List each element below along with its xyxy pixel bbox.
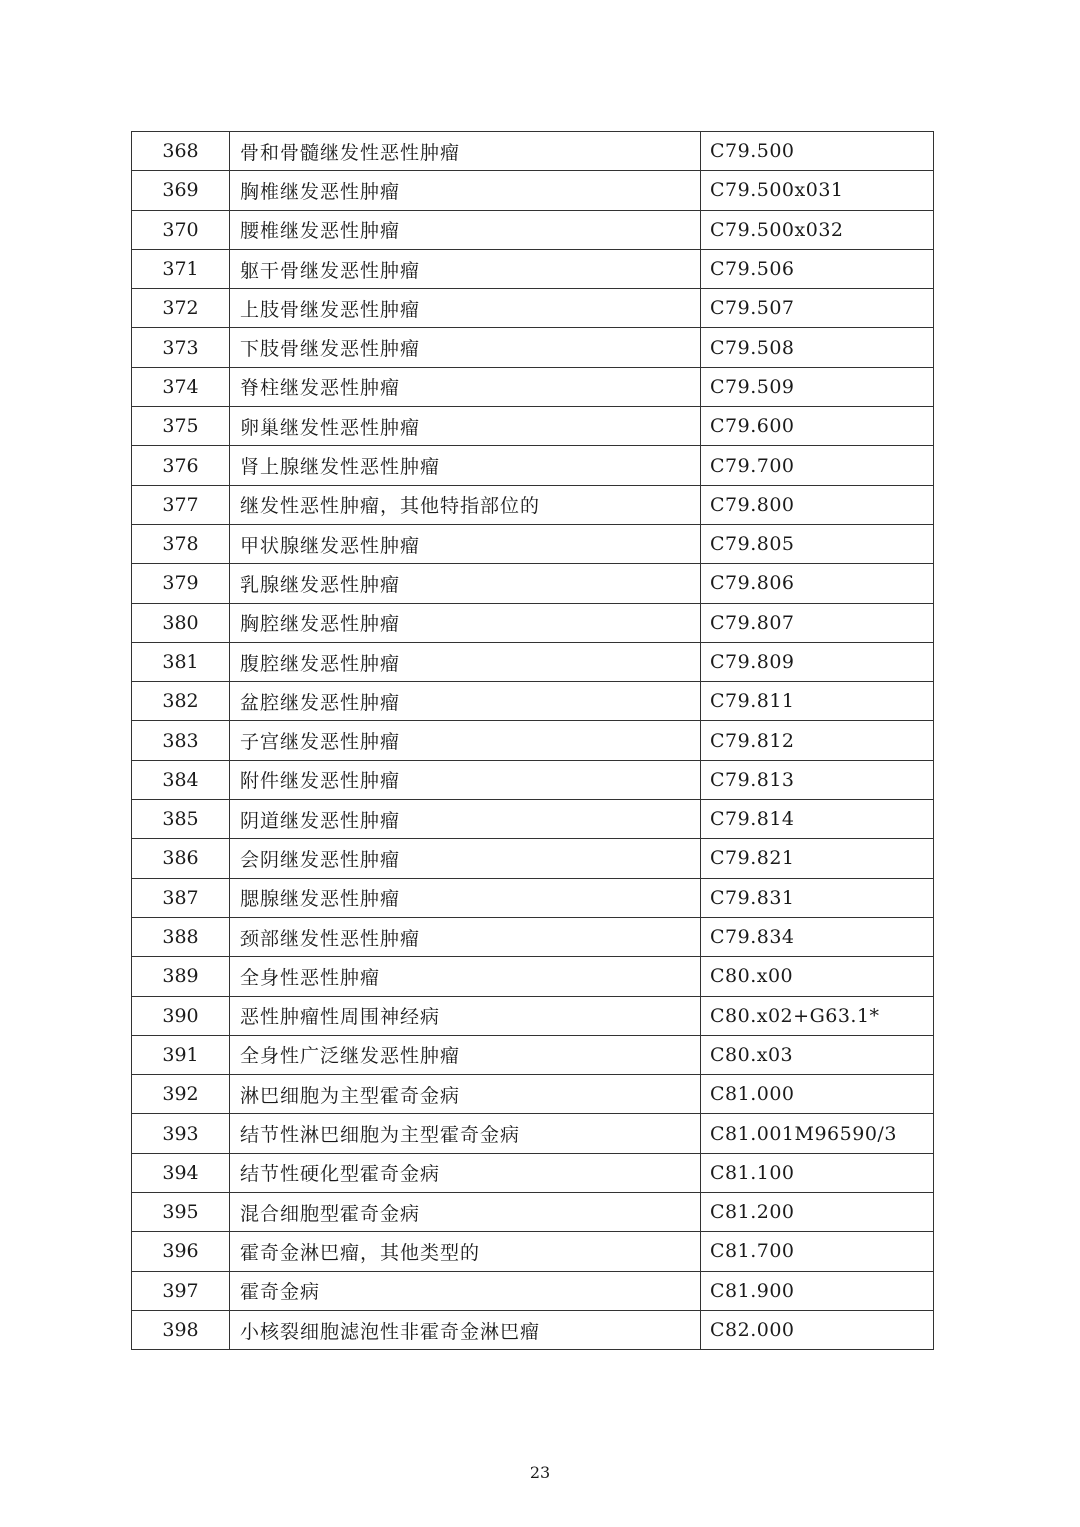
table-row [132, 249, 934, 288]
diagnosis-code: C79.600 [701, 407, 934, 446]
table-row [132, 407, 934, 446]
disease-name: 胸椎继发恶性肿瘤 [230, 171, 701, 210]
row-number: 393 [132, 1114, 230, 1153]
table-row [132, 721, 934, 760]
diagnosis-code: C79.811 [701, 682, 934, 721]
row-number: 379 [132, 564, 230, 603]
disease-name: 腮腺继发恶性肿瘤 [230, 878, 701, 917]
row-number: 387 [132, 878, 230, 917]
disease-name: 混合细胞型霍奇金病 [230, 1193, 701, 1232]
disease-code-table [131, 131, 934, 1350]
row-number: 384 [132, 760, 230, 799]
page-number: 23 [529, 1463, 551, 1482]
disease-name: 卵巢继发性恶性肿瘤 [230, 407, 701, 446]
table-row [132, 171, 934, 210]
table-body [132, 132, 934, 1350]
row-number: 378 [132, 524, 230, 563]
diagnosis-code: C79.508 [701, 328, 934, 367]
disease-name: 躯干骨继发恶性肿瘤 [230, 249, 701, 288]
diagnosis-code: C79.500x032 [701, 210, 934, 249]
diagnosis-code: C79.812 [701, 721, 934, 760]
diagnosis-code: C79.807 [701, 603, 934, 642]
table-row [132, 1035, 934, 1074]
table-row [132, 1232, 934, 1271]
row-number: 396 [132, 1232, 230, 1271]
diagnosis-code: C79.805 [701, 524, 934, 563]
table-row [132, 760, 934, 799]
row-number: 375 [132, 407, 230, 446]
disease-name: 霍奇金病 [230, 1271, 701, 1310]
table-row [132, 289, 934, 328]
row-number: 390 [132, 996, 230, 1035]
row-number: 370 [132, 210, 230, 249]
table-row [132, 524, 934, 563]
disease-name: 全身性广泛继发恶性肿瘤 [230, 1035, 701, 1074]
table-row [132, 328, 934, 367]
table-row [132, 1114, 934, 1153]
diagnosis-code: C79.821 [701, 839, 934, 878]
disease-name: 腰椎继发恶性肿瘤 [230, 210, 701, 249]
disease-name: 下肢骨继发恶性肿瘤 [230, 328, 701, 367]
row-number: 373 [132, 328, 230, 367]
table-row [132, 878, 934, 917]
row-number: 371 [132, 249, 230, 288]
disease-name: 肾上腺继发性恶性肿瘤 [230, 446, 701, 485]
diagnosis-code: C80.x03 [701, 1035, 934, 1074]
table-row [132, 132, 934, 171]
disease-name: 淋巴细胞为主型霍奇金病 [230, 1075, 701, 1114]
row-number: 385 [132, 800, 230, 839]
table-row [132, 839, 934, 878]
table-row [132, 682, 934, 721]
table-row [132, 996, 934, 1035]
disease-name: 全身性恶性肿瘤 [230, 957, 701, 996]
diagnosis-code: C79.507 [701, 289, 934, 328]
disease-name: 上肢骨继发恶性肿瘤 [230, 289, 701, 328]
disease-name: 盆腔继发恶性肿瘤 [230, 682, 701, 721]
table-row [132, 1153, 934, 1192]
table-row [132, 210, 934, 249]
row-number: 386 [132, 839, 230, 878]
diagnosis-code: C79.700 [701, 446, 934, 485]
table-row [132, 1310, 934, 1349]
diagnosis-code: C79.814 [701, 800, 934, 839]
row-number: 368 [132, 132, 230, 171]
table-row [132, 1075, 934, 1114]
disease-name: 恶性肿瘤性周围神经病 [230, 996, 701, 1035]
disease-name: 脊柱继发恶性肿瘤 [230, 367, 701, 406]
table-row [132, 642, 934, 681]
diagnosis-code: C81.900 [701, 1271, 934, 1310]
row-number: 374 [132, 367, 230, 406]
disease-name: 小核裂细胞滤泡性非霍奇金淋巴瘤 [230, 1310, 701, 1349]
table-row [132, 446, 934, 485]
table-row [132, 1271, 934, 1310]
table-row [132, 957, 934, 996]
row-number: 398 [132, 1310, 230, 1349]
diagnosis-code: C79.831 [701, 878, 934, 917]
row-number: 380 [132, 603, 230, 642]
disease-name: 结节性淋巴细胞为主型霍奇金病 [230, 1114, 701, 1153]
disease-name: 颈部继发性恶性肿瘤 [230, 917, 701, 956]
diagnosis-code: C79.800 [701, 485, 934, 524]
table-row [132, 564, 934, 603]
disease-name: 继发性恶性肿瘤，其他特指部位的 [230, 485, 701, 524]
diagnosis-code: C79.806 [701, 564, 934, 603]
row-number: 395 [132, 1193, 230, 1232]
diagnosis-code: C79.509 [701, 367, 934, 406]
disease-name: 骨和骨髓继发性恶性肿瘤 [230, 132, 701, 171]
disease-name: 会阴继发恶性肿瘤 [230, 839, 701, 878]
table-row [132, 485, 934, 524]
diagnosis-code: C80.x02+G63.1* [701, 996, 934, 1035]
disease-name: 腹腔继发恶性肿瘤 [230, 642, 701, 681]
diagnosis-code: C79.834 [701, 917, 934, 956]
diagnosis-code: C79.500x031 [701, 171, 934, 210]
disease-name: 结节性硬化型霍奇金病 [230, 1153, 701, 1192]
diagnosis-code: C81.001M96590/3 [701, 1114, 934, 1153]
row-number: 397 [132, 1271, 230, 1310]
row-number: 372 [132, 289, 230, 328]
disease-name: 乳腺继发恶性肿瘤 [230, 564, 701, 603]
diagnosis-code: C79.813 [701, 760, 934, 799]
diagnosis-code: C82.000 [701, 1310, 934, 1349]
diagnosis-code: C81.700 [701, 1232, 934, 1271]
diagnosis-code: C80.x00 [701, 957, 934, 996]
disease-name: 霍奇金淋巴瘤，其他类型的 [230, 1232, 701, 1271]
diagnosis-code: C79.506 [701, 249, 934, 288]
table-row [132, 367, 934, 406]
table-row [132, 917, 934, 956]
diagnosis-code: C79.809 [701, 642, 934, 681]
row-number: 392 [132, 1075, 230, 1114]
diagnosis-code: C81.000 [701, 1075, 934, 1114]
row-number: 377 [132, 485, 230, 524]
diagnosis-code: C79.500 [701, 132, 934, 171]
disease-name: 胸腔继发恶性肿瘤 [230, 603, 701, 642]
row-number: 388 [132, 917, 230, 956]
row-number: 383 [132, 721, 230, 760]
table-row [132, 1193, 934, 1232]
row-number: 391 [132, 1035, 230, 1074]
diagnosis-code: C81.200 [701, 1193, 934, 1232]
table-row [132, 800, 934, 839]
row-number: 369 [132, 171, 230, 210]
disease-name: 子宫继发恶性肿瘤 [230, 721, 701, 760]
disease-name: 阴道继发恶性肿瘤 [230, 800, 701, 839]
table-row [132, 603, 934, 642]
disease-name: 甲状腺继发恶性肿瘤 [230, 524, 701, 563]
row-number: 382 [132, 682, 230, 721]
row-number: 376 [132, 446, 230, 485]
diagnosis-code: C81.100 [701, 1153, 934, 1192]
row-number: 381 [132, 642, 230, 681]
disease-name: 附件继发恶性肿瘤 [230, 760, 701, 799]
row-number: 394 [132, 1153, 230, 1192]
row-number: 389 [132, 957, 230, 996]
